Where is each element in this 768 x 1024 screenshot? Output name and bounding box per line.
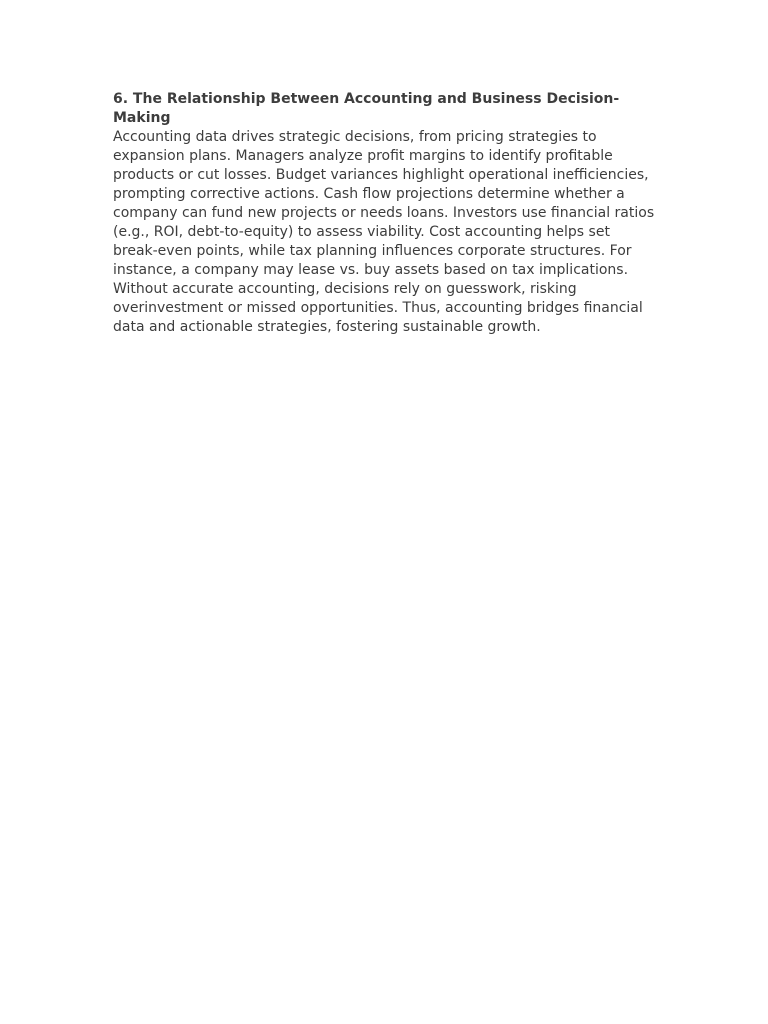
section-heading: 6. The Relationship Between Accounting and Business Decision-Making: [113, 91, 620, 126]
section-body: Accounting data drives strategic decisions, from pricing strategies to expansion plans. Managers analyze profit margins to identify profitable products or cut losses. Budget variances highlight operational inefficiencies, prompting corrective actions. Cash flow projections determine whether a company can fund new projects or needs loans. Investors use financial ratios (e.g., ROI, debt-to-equity) to assess viability. Cost accounting helps set break-even points, while tax planning influences corporate structures. For instance, a company may lease vs. buy assets based on tax implications. Without accurate accounting, decisions rely on guesswork, risking overinvestment or missed opportunities. Thus, accounting bridges financial data and actionable strategies, fostering sustainable growth.: [113, 129, 655, 335]
